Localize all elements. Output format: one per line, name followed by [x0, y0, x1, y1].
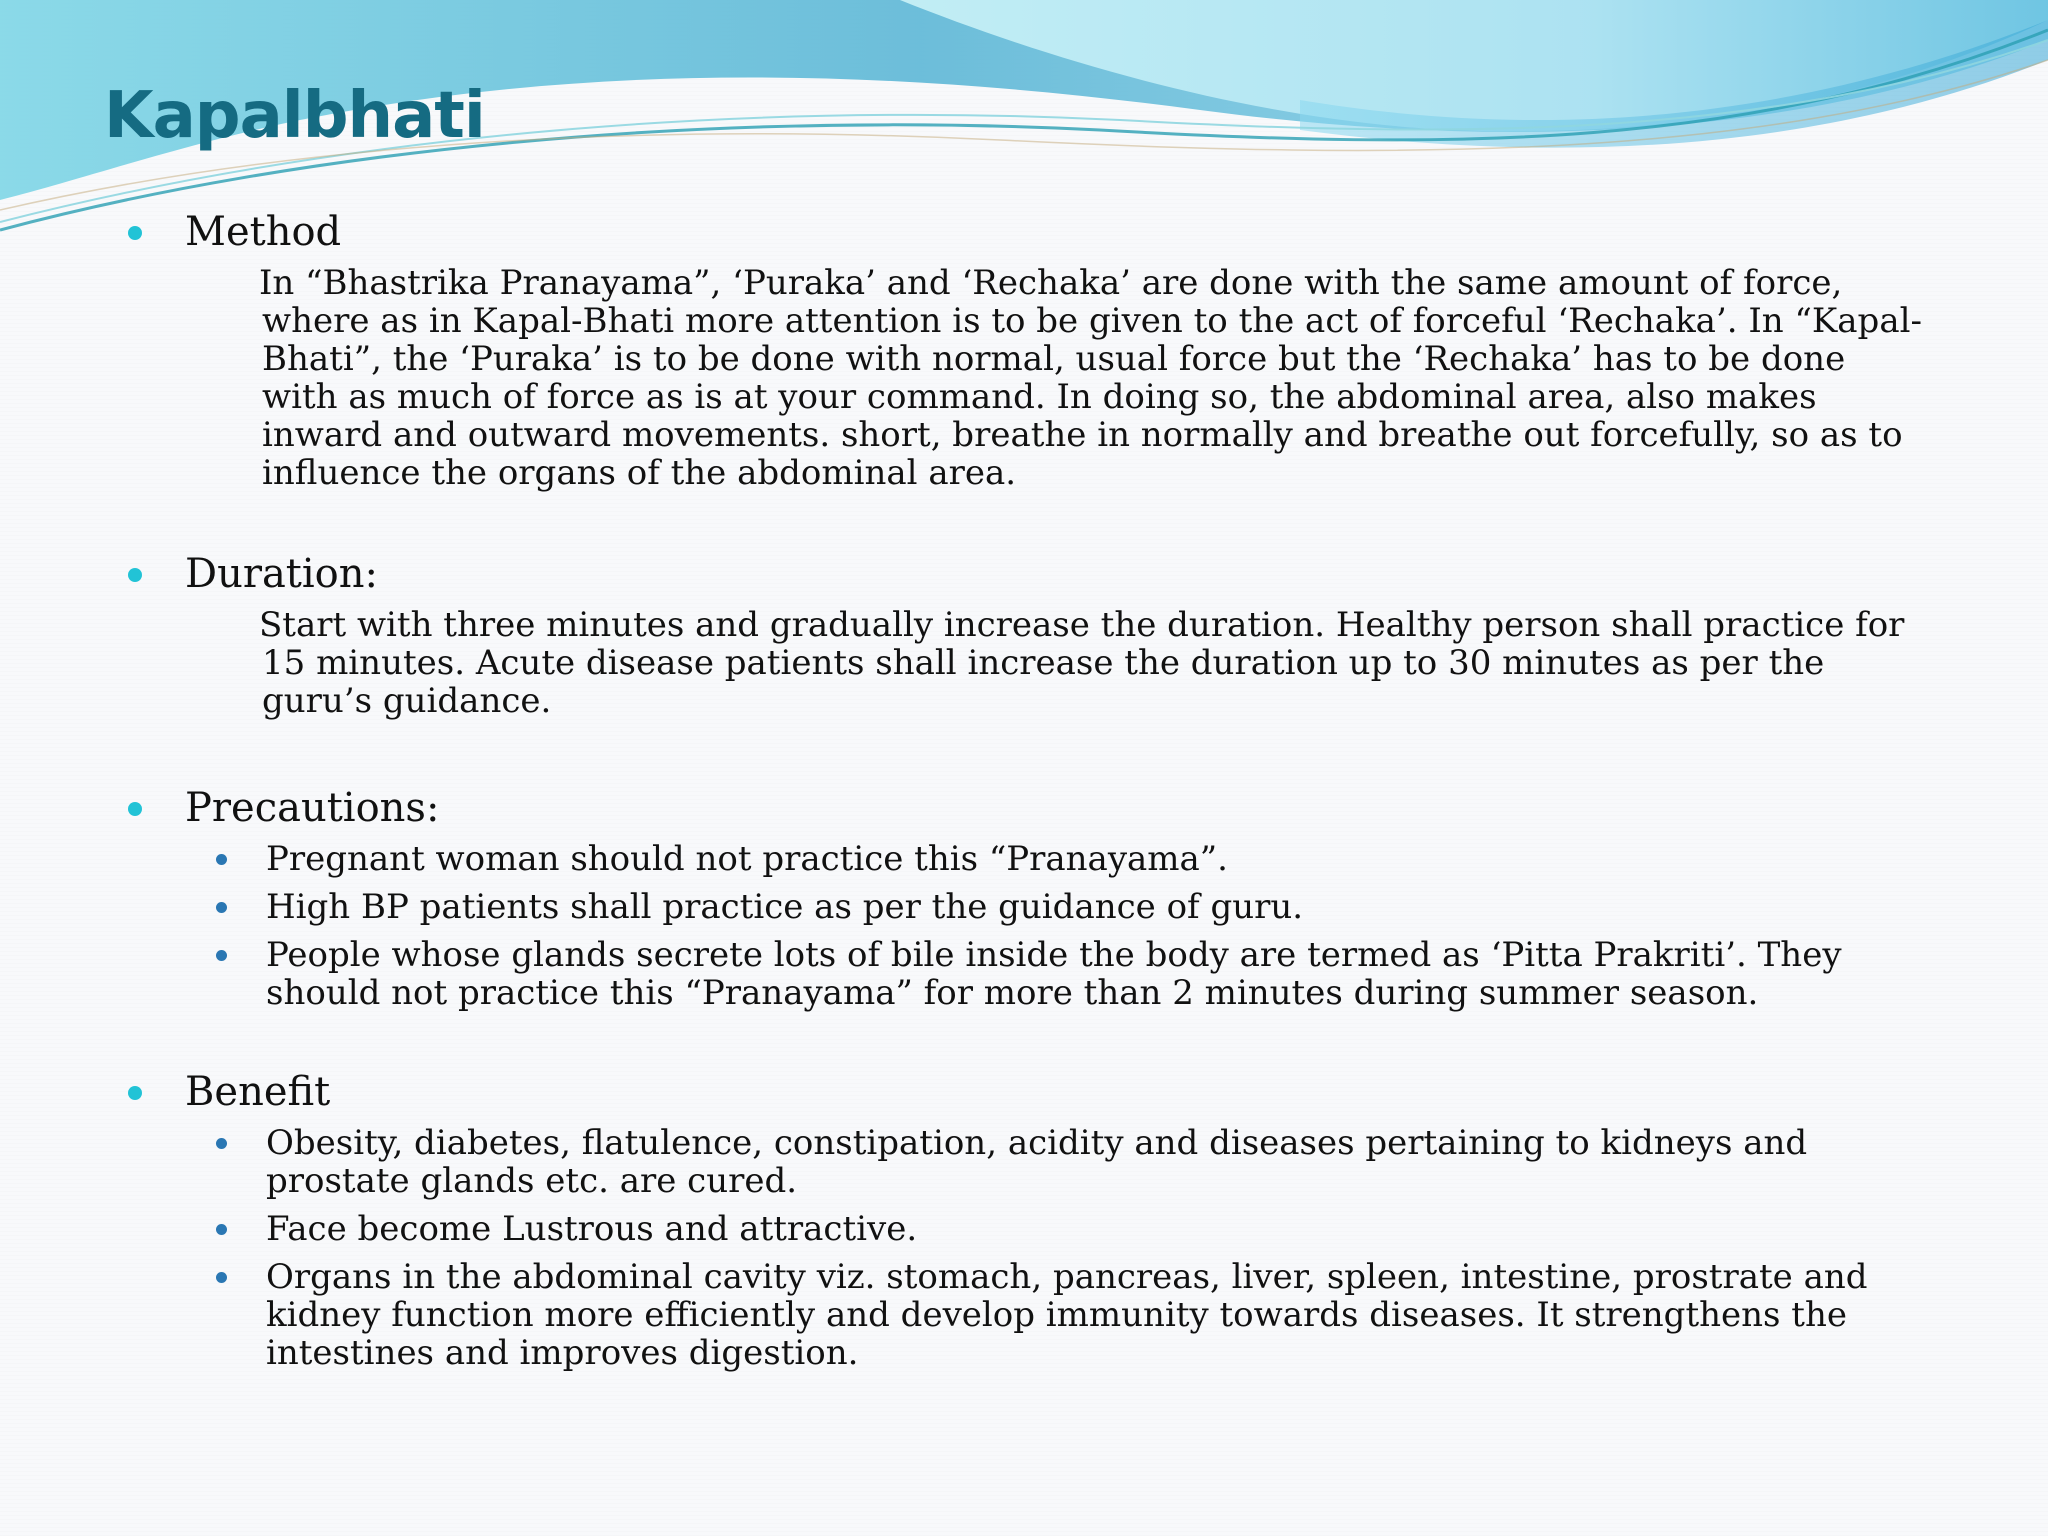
precaution-text: High BP patients shall practice as per the guidance of guru.: [266, 887, 1304, 927]
benefit-heading: Benefit: [185, 1069, 331, 1115]
bullet-dot-icon: [128, 802, 142, 816]
benefit-text: Organs in the abdominal cavity viz. stomach, pancreas, liver, spleen, intestine, prostrate and kidney function more efficiently and develop immunity towards diseases. It strengthens the intestines and improves digestion.: [266, 1257, 1868, 1373]
method-heading: Method: [185, 209, 342, 255]
precaution-text: People whose glands secrete lots of bile inside the body are termed as ‘Pitta Prakriti’. They should not practice this “Pranayama” for more than 2 minutes during summer season.: [266, 935, 1842, 1013]
bullet-dot-icon: [128, 1086, 142, 1100]
bullet-dot-icon: [128, 226, 142, 240]
sub-bullet-dot-icon: [216, 1224, 227, 1235]
sub-bullet-dot-icon: [216, 950, 227, 961]
slide-title: Kapalbhati: [104, 79, 485, 153]
duration-heading: Duration:: [185, 551, 378, 597]
sub-bullet-dot-icon: [216, 1272, 227, 1283]
method-text: In “Bhastrika Pranayama”, ‘Puraka’ and ‘Rechaka’ are done with the same amount of force, where as in Kapal-Bhati more attention is to be given to the act of forceful ‘Rechaka’. In “Kapal-Bhati”, the ‘Puraka’ is to be done with normal, usual force but the ‘Rechaka’ has to be done with as much of force as is at your command. In doing so, the abdominal area, also makes inward and outward movements. short, breathe in normally and breathe out forcefully, so as to influence the organs of the abdominal area.: [259, 263, 1922, 493]
bullet-dot-icon: [128, 568, 142, 582]
sub-bullet-dot-icon: [216, 902, 227, 913]
precaution-text: Pregnant woman should not practice this “Pranayama”.: [266, 839, 1228, 879]
sub-bullet-dot-icon: [216, 854, 227, 865]
precautions-heading: Precautions:: [185, 785, 440, 831]
benefit-text: Obesity, diabetes, flatulence, constipation, acidity and diseases pertaining to kidneys and prostate glands etc. are cured.: [266, 1123, 1808, 1201]
sub-bullet-dot-icon: [216, 1138, 227, 1149]
benefit-text: Face become Lustrous and attractive.: [266, 1209, 918, 1249]
duration-text: Start with three minutes and gradually increase the duration. Healthy person shall practice for 15 minutes. Acute disease patients shall increase the duration up to 30 minutes as per the guru’s guidance.: [259, 605, 1905, 721]
